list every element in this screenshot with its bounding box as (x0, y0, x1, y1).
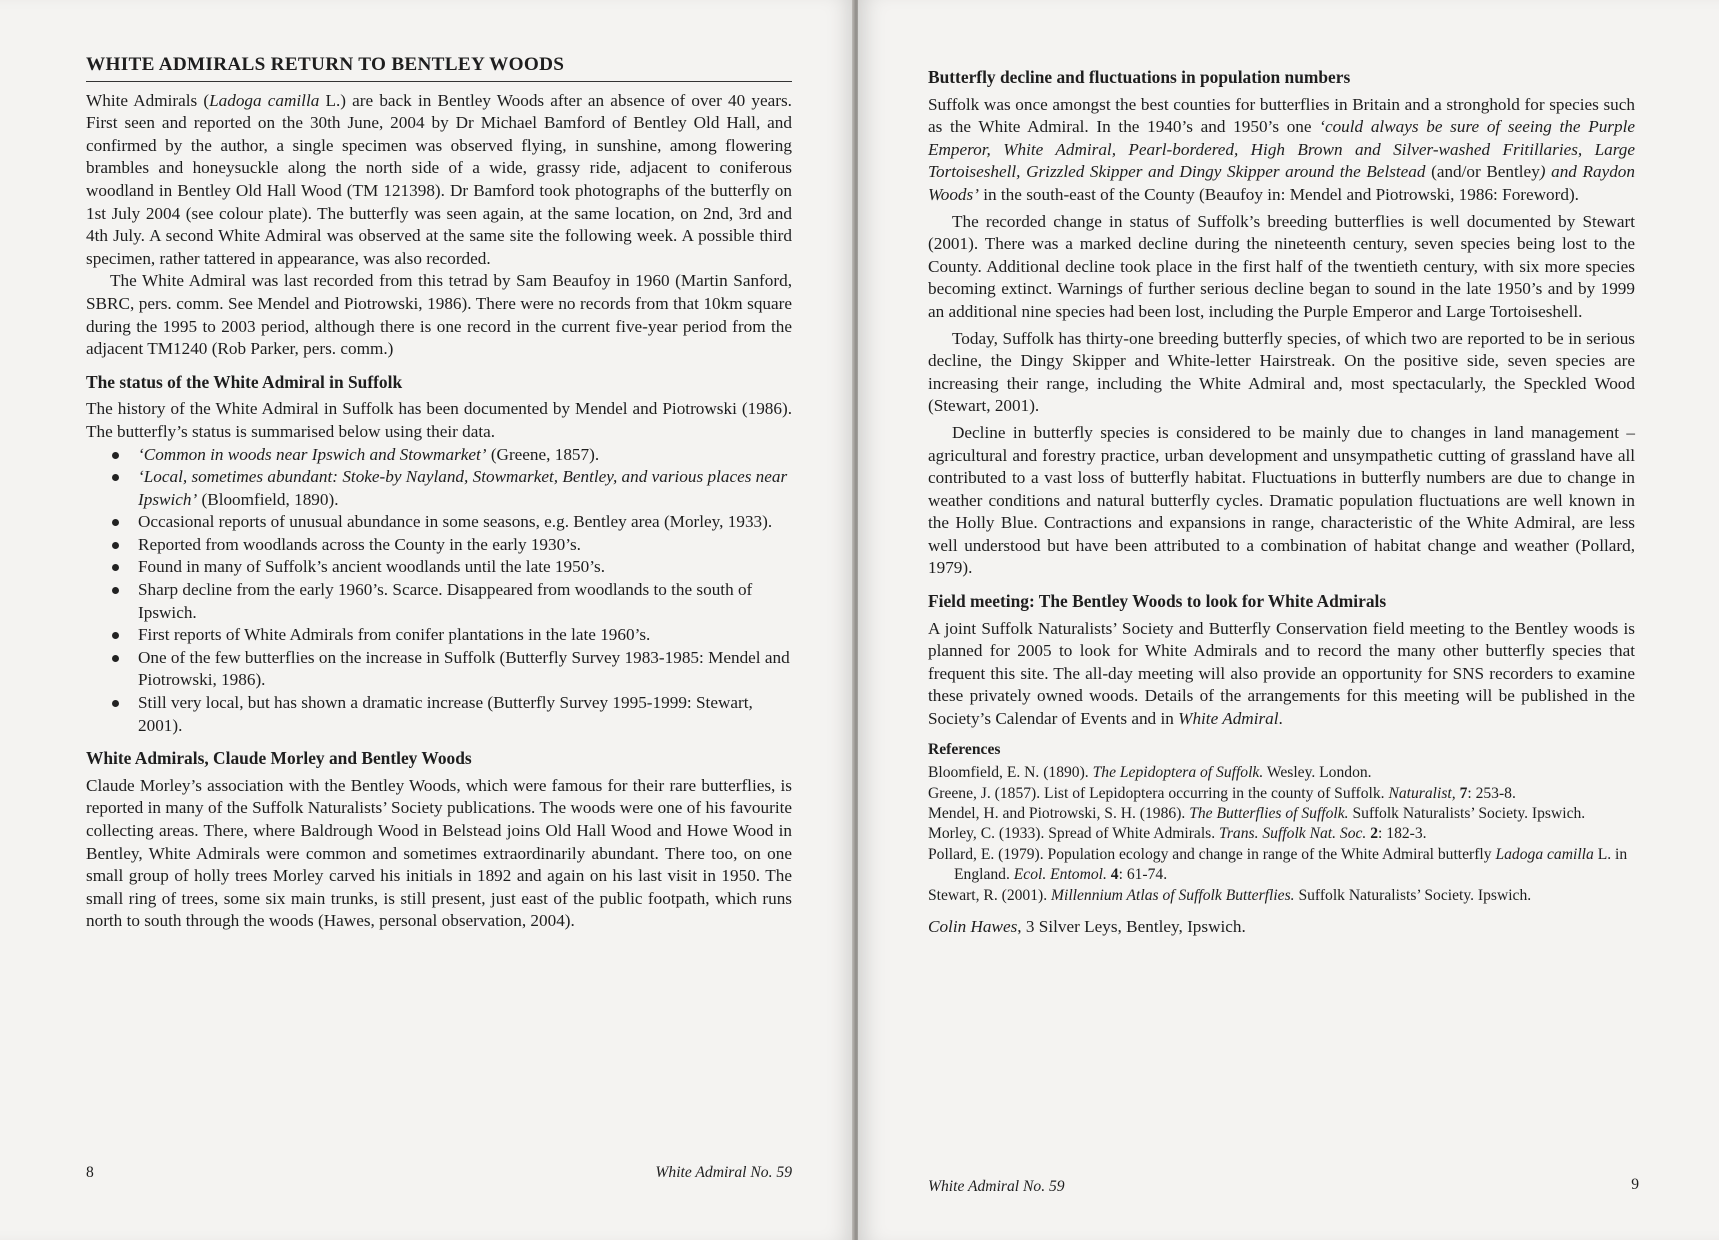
bullet-text: Occasional reports of unusual abundance in some seasons, e.g. Bentley area (Morley, 1933). (138, 512, 773, 532)
reference-item: Morley, C. (1933). Spread of White Admirals. Trans. Suffolk Nat. Soc. 2: 182-3. (928, 825, 1427, 843)
paragraph-last-record: The White Admiral was last recorded from this tetrad by Sam Beaufoy in 1960 (Martin Sanford, SBRC, pers. comm. See Mendel and Piotrowski, 1986). There were no records from that 10km square during the 1995 to 2003 period, although there is one record in the current five-year period from the adjacent TM1240 (Rob Parker, pers. comm.) (86, 271, 792, 359)
paragraph-history: The history of the White Admiral in Suffolk has been documented by Mendel and Piotrowski (1986). The butterfly’s status is summarised below using their data. (86, 399, 792, 441)
paragraph-recorded-change: The recorded change in status of Suffolk’s breeding butterflies is well documented by Stewart (2001). There was a marked decline during the nineteenth century, seven species being lost to the County. Additional decline took place in the first half of the twentieth century, with six more species becoming extinct. Warnings of further serious decline began to sound in the late 1950’s and by 1999 an additional nine species had been lost, including the Purple Emperor and Large Tortoiseshell. (928, 211, 1635, 321)
author-signature (928, 916, 1635, 939)
author-address: , 3 Silver Leys, Bentley, Ipswich. (1017, 917, 1246, 937)
bullet-text: Found in many of Suffolk’s ancient woodlands until the late 1950’s. (138, 557, 606, 577)
bullet-text: One of the few butterflies on the increase in Suffolk (Butterfly Survey 1983-1985: Mendel and Piotrowski, 1986). (138, 647, 790, 690)
bullet-text: First reports of White Admirals from conifer plantations in the late 1960’s. (138, 625, 651, 645)
bullet-item (86, 444, 792, 467)
heading-field-meeting: Field meeting: The Bentley Woods to look for White Admirals (928, 591, 1387, 612)
paragraph-today: Today, Suffolk has thirty-one breeding butterfly species, of which two are reported to be in serious decline, the Dingy Skipper and White-letter Hairstreak. On the positive side, seven species are increasing their range, including the White Admiral and, most spectacularly, the Speckled Wood (Stewart, 2001). (928, 328, 1635, 416)
bullet-icon (112, 519, 119, 526)
reference-item: Greene, J. (1857). List of Lepidoptera occurring in the county of Suffolk. Naturalist, 7: 253-8. (928, 784, 1516, 802)
paragraph-decline-causes: Decline in butterfly species is considered to be mainly due to changes in land management – agricultural and forestry practice, urban development and unsympathetic cutting of grassland have all contributed to a vast loss of butterfly habitat. Fluctuations in butterfly numbers are due to change in weather conditions and natural butterfly cycles. Dramatic population fluctuations are well known in the Holly Blue. Contractions and expansions in range, characteristic of the White Admiral, are less well understood but have been attributed to a combination of habitat change and weather (Pollard, 1979). (928, 422, 1635, 578)
bullet-text: Still very local, but has shown a dramatic increase (Butterfly Survey 1995-1999: Stewart, 2001). (138, 693, 753, 735)
left-column (86, 54, 792, 933)
paragraph-intro: White Admirals (Ladoga camilla L.) are back in Bentley Woods after an absence of over 40 years. First seen and reported on the 30th June, 2004 by Dr Michael Bamford of Bentley Old Hall, and confirmed by the author, a single specimen was observed flying, in sunshine, among flowering brambles and honeysuckle along the north side of a wide, grassy ride, adjacent to coniferous woodland in Bentley Old Hall Wood (TM 121398). Dr Bamford took photographs of the butterfly on 1st July 2004 (see colour plate). The butterfly was seen again, at the same location, on 2nd, 3rd and 4th July. A second White Admiral was observed at the same site the following week. A possible third specimen, rather tattered in appearance, was also recorded. (86, 90, 792, 268)
article-title: WHITE ADMIRALS RETURN TO BENTLEY WOODS (86, 54, 792, 82)
page-number: 8 (86, 1164, 94, 1181)
bullet-icon (112, 632, 119, 639)
bullet-icon (112, 542, 119, 549)
bullet-text: Reported from woodlands across the County in the early 1930’s. (138, 534, 581, 554)
bullet-item (86, 556, 792, 579)
bullet-item (86, 534, 792, 557)
bullet-item (86, 511, 792, 534)
bullet-icon (112, 564, 119, 571)
author-name: Colin Hawes (928, 917, 1018, 937)
bullet-item (86, 579, 792, 624)
reference-item: Pollard, E. (1979). Population ecology and change in range of the White Admiral butterfly Ladoga camilla L. in England. Ecol. Entomol. 4: 61-74. (928, 845, 1628, 884)
heading-status: The status of the White Admiral in Suffolk (86, 371, 403, 392)
bullet-text: ‘Local, sometimes abundant: Stoke-by Nayland, Stowmarket, Bentley, and various places near Ipswich’ (Bloomfield, 1890). (138, 467, 788, 509)
bullet-item (86, 647, 792, 692)
left-page (0, 0, 854, 1240)
reference-item: Mendel, H. and Piotrowski, S. H. (1986). The Butterflies of Suffolk. Suffolk Naturalists’ Society. Ipswich. (928, 805, 1586, 823)
bullet-text: ‘Common in woods near Ipswich and Stowmarket’ (Greene, 1857). (138, 444, 600, 464)
paragraph-stronghold: Suffolk was once amongst the best counties for butterflies in Britain and a stronghold for species such as the White Admiral. In the 1940’s and 1950’s one ‘could always be sure of seeing the Purple Emperor, White Admiral, Pearl-bordered, High Brown and Silver-washed Fritillaries, Large Tortoiseshell, Grizzled Skipper and Dingy Skipper around the Belstead (and/or Bentley) and Raydon Woods’ in the south-east of the County (Beaufoy in: Mendel and Piotrowski, 1986: Foreword). (928, 94, 1635, 204)
heading-references: References (928, 740, 1001, 758)
bullet-icon (112, 655, 119, 662)
right-page (858, 0, 1719, 1240)
right-column (928, 66, 1635, 939)
paragraph-field-meeting: A joint Suffolk Naturalists’ Society and Butterfly Conservation field meeting to the Bentley woods is planned for 2005 to look for White Admirals and to record the many other butterfly species that frequent this site. The all-day meeting will also provide an opportunity for SNS recorders to examine these privately owned woods. Details of the arrangements for this meeting will be published in the Society’s Calendar of Events and in White Admiral. (928, 618, 1635, 729)
bullet-item (86, 466, 792, 511)
bullet-icon (112, 587, 119, 594)
bullet-item (86, 624, 792, 647)
paragraph-morley: Claude Morley’s association with the Bentley Woods, which were famous for their rare butterflies, is reported in many of the Suffolk Naturalists’ Society publications. The woods were one of his favourite collecting areas. There, where Baldrough Wood in Belstead joins Old Hall Wood and Howe Wood in Bentley, White Admirals were common and sometimes extraordinarily abundant. There too, on one small group of holly trees Morley carved his initials in 1892 and again on his last visit in 1950. The small ring of trees, some six main trunks, is still present, just east of the public footpath, which runs north to south through the woods (Hawes, personal observation, 2004). (86, 775, 792, 931)
reference-item: Bloomfield, E. N. (1890). The Lepidoptera of Suffolk. Wesley. London. (928, 764, 1372, 782)
running-footer: White Admiral No. 59 (655, 1164, 792, 1181)
bullet-item (86, 692, 792, 737)
reference-list (928, 763, 1635, 906)
bullet-icon (112, 474, 119, 481)
bullet-icon (112, 452, 119, 459)
status-bullet-list (86, 444, 792, 738)
reference-item: Stewart, R. (2001). Millennium Atlas of Suffolk Butterflies. Suffolk Naturalists’ Society. Ipswich. (928, 886, 1532, 904)
heading-morley: White Admirals, Claude Morley and Bentley Woods (86, 748, 472, 769)
running-footer: White Admiral No. 59 (928, 1178, 1065, 1195)
page-number: 9 (1631, 1176, 1639, 1193)
bullet-icon (112, 700, 119, 707)
bullet-text: Sharp decline from the early 1960’s. Scarce. Disappeared from woodlands to the south of Ipswich. (138, 580, 753, 622)
heading-decline: Butterfly decline and fluctuations in population numbers (928, 67, 1351, 87)
